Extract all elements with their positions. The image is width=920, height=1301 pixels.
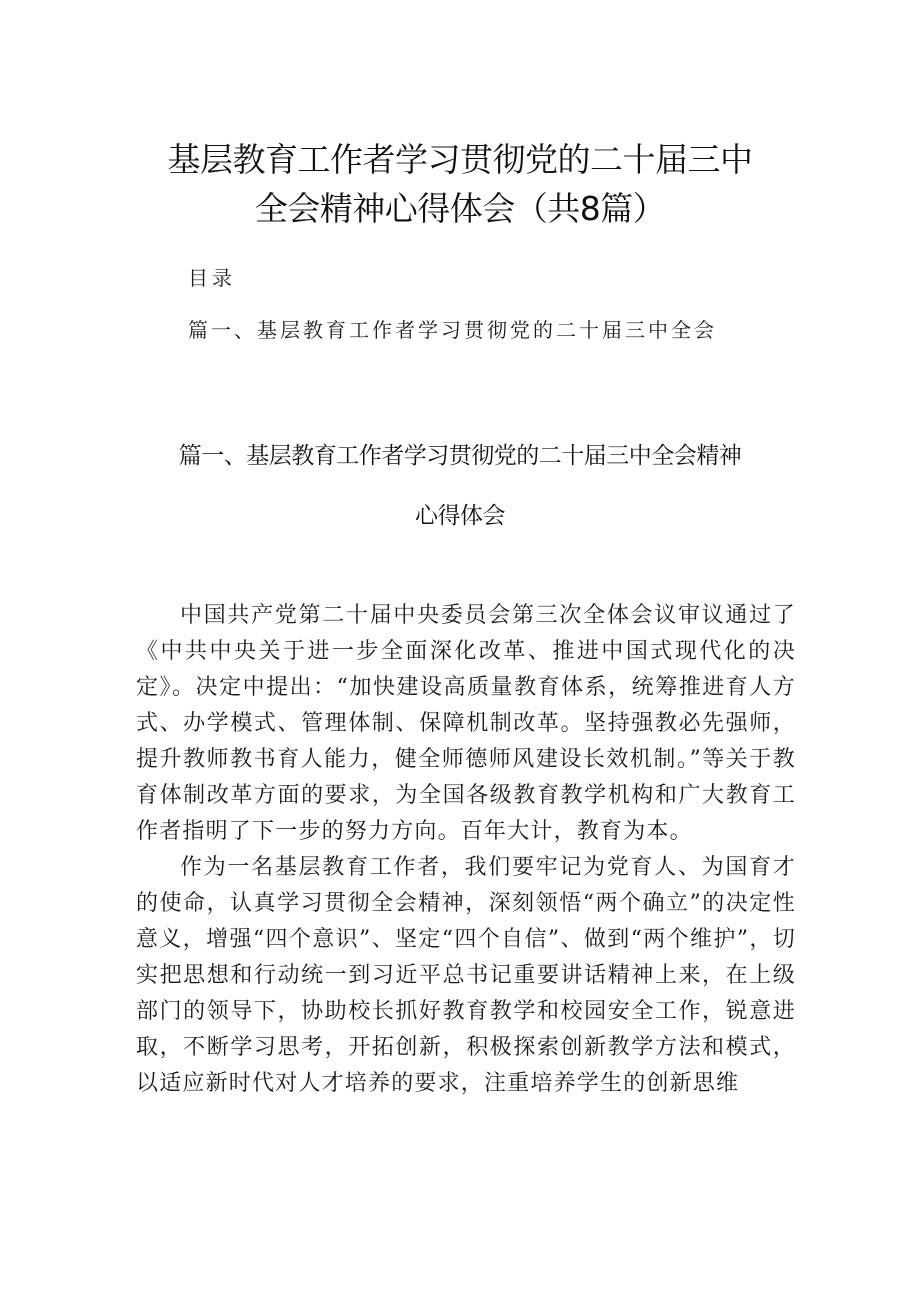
body-paragraph: 作为一名基层教育工作者，我们要牢记为党育人、为国育才的使命，认真学习贯彻全会精神，深刻领悟“两个确立”的决定性意义，增强“四个意识”、坚定“四个自信”、做到“两个维护”，切实把思想和行动统一到习近平总书记重要讲话精神上来，在上级部门的领导下，协助校长抓好教育教学和校园安全工作，锐意进取，不断学习思考，开拓创新，积极探索创新教学方法和模式，以适应新时代对人才培养的要求，注重培养学生的创新思维 [136,855,796,1096]
section-title-line2: 心得体会 [415,503,505,529]
section-title-line1: 篇一、基层教育工作者学习贯彻党的二十届三中全会精神 [178,443,742,469]
toc-heading: 目录 [188,266,236,290]
document-title-line2: 全会精神心得体会（共8篇） [254,189,666,228]
body-paragraph: 中国共产党第二十届中央委员会第三次全体会议审议通过了《中共中央关于进一步全面深化改革、推进中国式现代化的决定》。决定中提出：“加快建设高质量教育体系，统筹推进育人方式、办学模式、管理体制、保障机制改革。坚持强教必先强师，提升教师教书育人能力，健全师德师风建设长效机制。”等关于教育体制改革方面的要求，为全国各级教育教学机构和广大教育工作者指明了下一步的努力方向。百年大计，教育为本。 [136,603,796,844]
section-body [136,598,796,1102]
toc-item[interactable]: 篇一、基层教育工作者学习贯彻党的二十届三中全会 [188,318,717,342]
document-title-line1: 基层教育工作者学习贯彻党的二十届三中 [167,140,753,179]
